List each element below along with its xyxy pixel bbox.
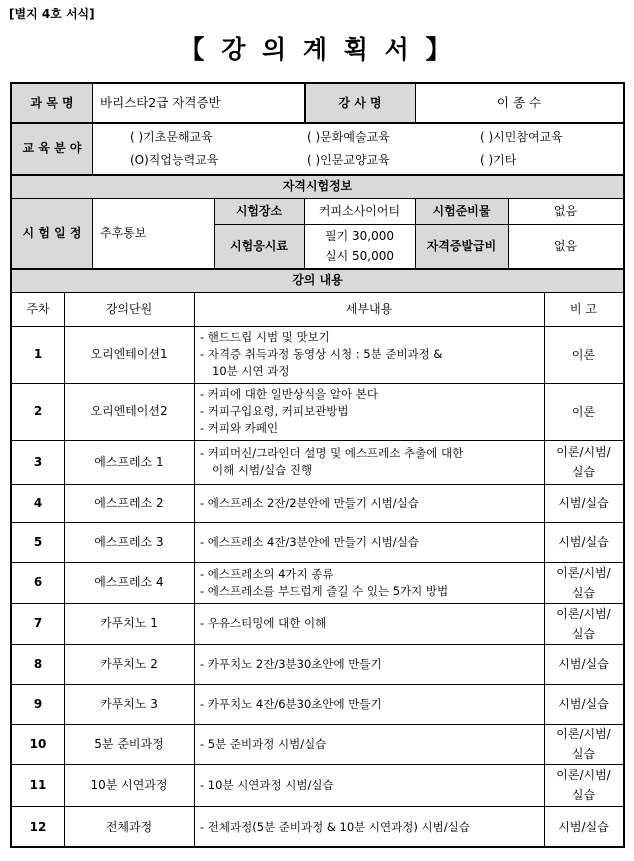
field-option-vocational: (O)직업능력교육 [130,153,219,167]
exam-fee-value [304,224,415,268]
note-cell [544,806,623,848]
week-number: 7 [33,616,43,631]
week-number: 11 [29,777,47,792]
field-option-basic: ( )기초문해교육 [130,130,213,144]
note-text: 시범/실습 [558,820,609,834]
detail-lines [200,736,326,753]
note-text: 실습 [571,465,596,479]
header-note: 비 고 [570,301,597,316]
unit-name: 카푸치노 2 [100,656,158,671]
note-cell [544,644,623,684]
exam-fee-label: 시험응시료 [230,238,288,253]
header-week: 주차 [26,301,50,316]
detail-line: - 커피에 대한 일반상식을 알아 본다 [200,387,378,401]
unit-name: 카푸치노 3 [100,696,158,711]
note-text: 시범/실습 [558,697,609,711]
note-cell [544,484,623,522]
note-text: 이론/시범/ [556,606,611,621]
unit-name: 10분 시연과정 [90,777,168,792]
content-section-title: 강의 내용 [292,272,343,287]
week-number: 5 [33,534,43,549]
field-label: 교 육 분 야 [22,140,82,155]
week-number: 9 [33,696,43,711]
note-cell [544,562,623,603]
cert-fee-label: 자격증발급비 [426,238,497,253]
detail-lines [200,566,448,600]
note-text: 이론 [571,347,596,362]
note-cell [544,326,623,383]
detail-lines [200,386,378,437]
detail-line: - 에스프레소 4잔/3분안에 만들기 시범/실습 [200,534,419,549]
field-option-civic: ( )시민참여교육 [480,130,563,144]
detail-lines [200,329,442,380]
header-unit: 강의단원 [105,301,153,316]
note-text: 이론/시범/ [556,768,611,782]
note-text: 시범/실습 [558,496,609,510]
exam-date-value: 추후통보 [100,225,147,240]
exam-place-label: 시험장소 [235,203,283,218]
week-number: 10 [29,736,47,751]
instructor-label: 강 사 명 [338,95,382,110]
detail-line: - 에스프레소를 부드럽게 즐길 수 있는 5가지 방법 [200,583,449,598]
detail-line: - 에스프레소의 4가지 종류 [200,566,334,581]
note-cell [544,684,623,724]
exam-supplies-value: 없음 [553,203,578,218]
field-option-arts: ( )문화예술교육 [307,130,390,144]
header-details: 세부내용 [345,301,393,316]
detail-lines [200,696,382,713]
field-option-humanities: ( )인문교양교육 [307,153,390,167]
detail-lines [200,534,419,551]
detail-line: - 커피머신/그라인더 설명 및 에스프레소 추출에 대한 [200,446,464,460]
detail-line: - 우유스티밍에 대한 이해 [200,616,327,630]
cert-fee-value: 없음 [553,238,578,253]
detail-line: - 카푸치노 4잔/6분30초안에 만들기 [200,696,382,711]
detail-line: - 핸드드립 시범 및 맛보기 [200,330,330,344]
detail-lines [200,656,382,673]
unit-name: 에스프레소 4 [94,575,164,590]
week-number: 2 [33,404,43,419]
week-number: 6 [33,575,43,590]
note-text: 시범/실습 [558,657,609,671]
note-text: 이론/시범/ [556,565,611,580]
unit-name: 에스프레소 1 [94,454,164,469]
note-cell [544,522,623,562]
week-number: 12 [29,819,47,834]
detail-lines [200,777,334,794]
detail-lines [200,445,463,479]
detail-line: 10분 시연 과정 [212,364,290,378]
field-option-other: ( )기타 [480,153,517,167]
note-cell [544,603,623,644]
exam-place-value: 커피소사이어티 [318,203,401,218]
note-text: 실습 [571,788,596,802]
unit-name: 에스프레소 2 [94,495,164,510]
note-text: 이론/시범/ [556,727,611,741]
note-text: 이론 [571,404,596,419]
note-text: 시범/실습 [558,535,609,549]
note-text: 실습 [571,585,596,600]
detail-lines [200,819,470,836]
detail-line: - 자격증 취득과정 동영상 시청 : 5분 준비과정 & [200,347,443,361]
form-label: [별지 4호 서식] [9,7,95,21]
detail-lines [200,495,419,512]
exam-supplies-label: 시험준비물 [432,203,491,218]
week-number: 3 [33,454,43,469]
unit-name: 오리엔테이션1 [90,347,168,362]
note-cell [544,724,623,764]
exam-date-label: 시 험 일 정 [22,225,82,240]
detail-line: - 에스프레소 2잔/2분안에 만들기 시범/실습 [200,495,419,510]
detail-line: - 커피구입요령, 커피보관방법 [200,404,349,418]
exam-section-title: 자격시험정보 [282,178,353,193]
detail-line: - 5분 준비과정 시범/실습 [200,736,327,751]
week-number: 4 [33,495,43,510]
note-text: 실습 [571,626,596,641]
note-cell [544,440,623,484]
instructor-value: 이 종 수 [496,94,542,110]
unit-name: 전체과정 [105,819,153,834]
page-title: 【 강 의 계 획 서 】 [179,35,455,64]
unit-name: 에스프레소 3 [94,534,164,549]
subject-value: 바리스타2급 자격증반 [100,94,221,110]
detail-line: - 10분 시연과정 시범/실습 [200,777,334,792]
note-text: 이론/시범/ [556,445,611,459]
detail-line: - 카푸치노 2잔/3분30초안에 만들기 [200,656,382,671]
note-cell [544,764,623,806]
note-cell [544,383,623,440]
subject-label: 과 목 명 [30,95,74,110]
exam-fee-practical: 실시 50,000 [325,249,394,263]
unit-name: 5분 준비과정 [94,736,164,751]
exam-fee-written: 필기 30,000 [325,229,394,243]
week-number: 1 [33,347,43,362]
note-text: 실습 [571,747,596,761]
detail-line: - 전체과정(5분 준비과정 & 10분 시연과정) 시범/실습 [200,819,470,834]
week-number: 8 [33,656,43,671]
detail-lines [200,615,326,632]
detail-line: - 커피와 카페인 [200,421,279,435]
unit-name: 오리엔테이션2 [90,404,168,419]
unit-name: 카푸치노 1 [100,616,158,631]
detail-line: 이해 시범/실습 진행 [212,463,313,477]
